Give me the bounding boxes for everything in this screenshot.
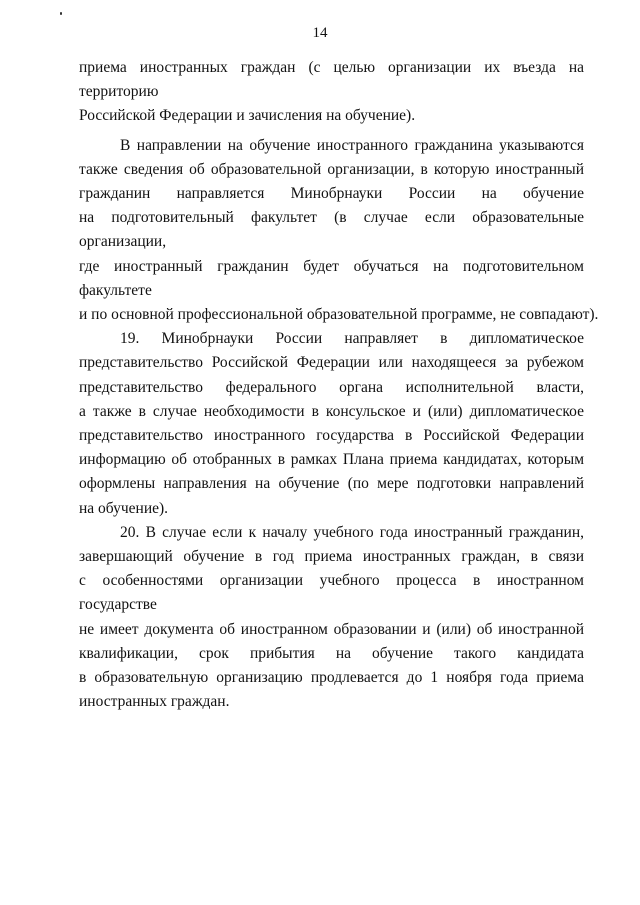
text-line: приема иностранных граждан (с целью организации их въезда на территорию (79, 59, 584, 101)
text-line: и по основной профессиональной образовательной программе, не совпадают). (79, 306, 599, 324)
text-line: в образовательную организацию продлевается до 1 ноября года приема (79, 669, 584, 687)
text-line: с особенностями организации учебного процесса в иностранном государстве (79, 572, 584, 614)
text-line: представительство федерального органа исполнительной власти, (79, 378, 584, 396)
paragraph-continuation (79, 56, 584, 129)
text-line: на обучение). (79, 499, 169, 517)
document-body (79, 56, 599, 714)
paragraph-item-19 (79, 327, 584, 521)
text-line: 20. В случае если к началу учебного года иностранный гражданин, (120, 523, 584, 541)
text-line: представительство Российской Федерации или находящееся за рубежом (79, 354, 584, 372)
scan-speck (60, 12, 62, 15)
text-line: не имеет документа об иностранном образовании и (или) об иностранной (79, 620, 584, 638)
text-line: также сведения об образовательной организации, в которую иностранный (79, 160, 584, 178)
text-line: гражданин направляется Минобрнауки России на обучение (79, 185, 584, 203)
page-number: 14 (312, 25, 328, 41)
paragraph-direction-info (79, 134, 599, 328)
text-line: завершающий обучение в год приема иностранных граждан, в связи (79, 548, 584, 566)
text-line: где иностранный гражданин будет обучаться на подготовительном факультете (79, 257, 584, 299)
text-line: оформлены направления на обучение (по мере подготовки направлений (79, 475, 584, 493)
text-line: на подготовительный факультет (в случае если образовательные организации, (79, 209, 584, 251)
text-line: квалификации, срок прибытия на обучение такого кандидата (79, 644, 584, 662)
text-line: информацию об отобранных в рамках Плана приема кандидатах, которым (79, 451, 584, 469)
text-line: представительство иностранного государства в Российской Федерации (79, 427, 584, 445)
text-line: а также в случае необходимости в консульское и (или) дипломатическое (79, 402, 584, 420)
text-line: Российской Федерации и зачисления на обучение). (79, 107, 416, 125)
text-line: В направлении на обучение иностранного гражданина указываются (120, 136, 584, 154)
paragraph-item-20 (79, 521, 584, 715)
text-line: 19. Минобрнауки России направляет в дипломатическое (120, 330, 584, 348)
text-line: иностранных граждан. (79, 693, 230, 711)
